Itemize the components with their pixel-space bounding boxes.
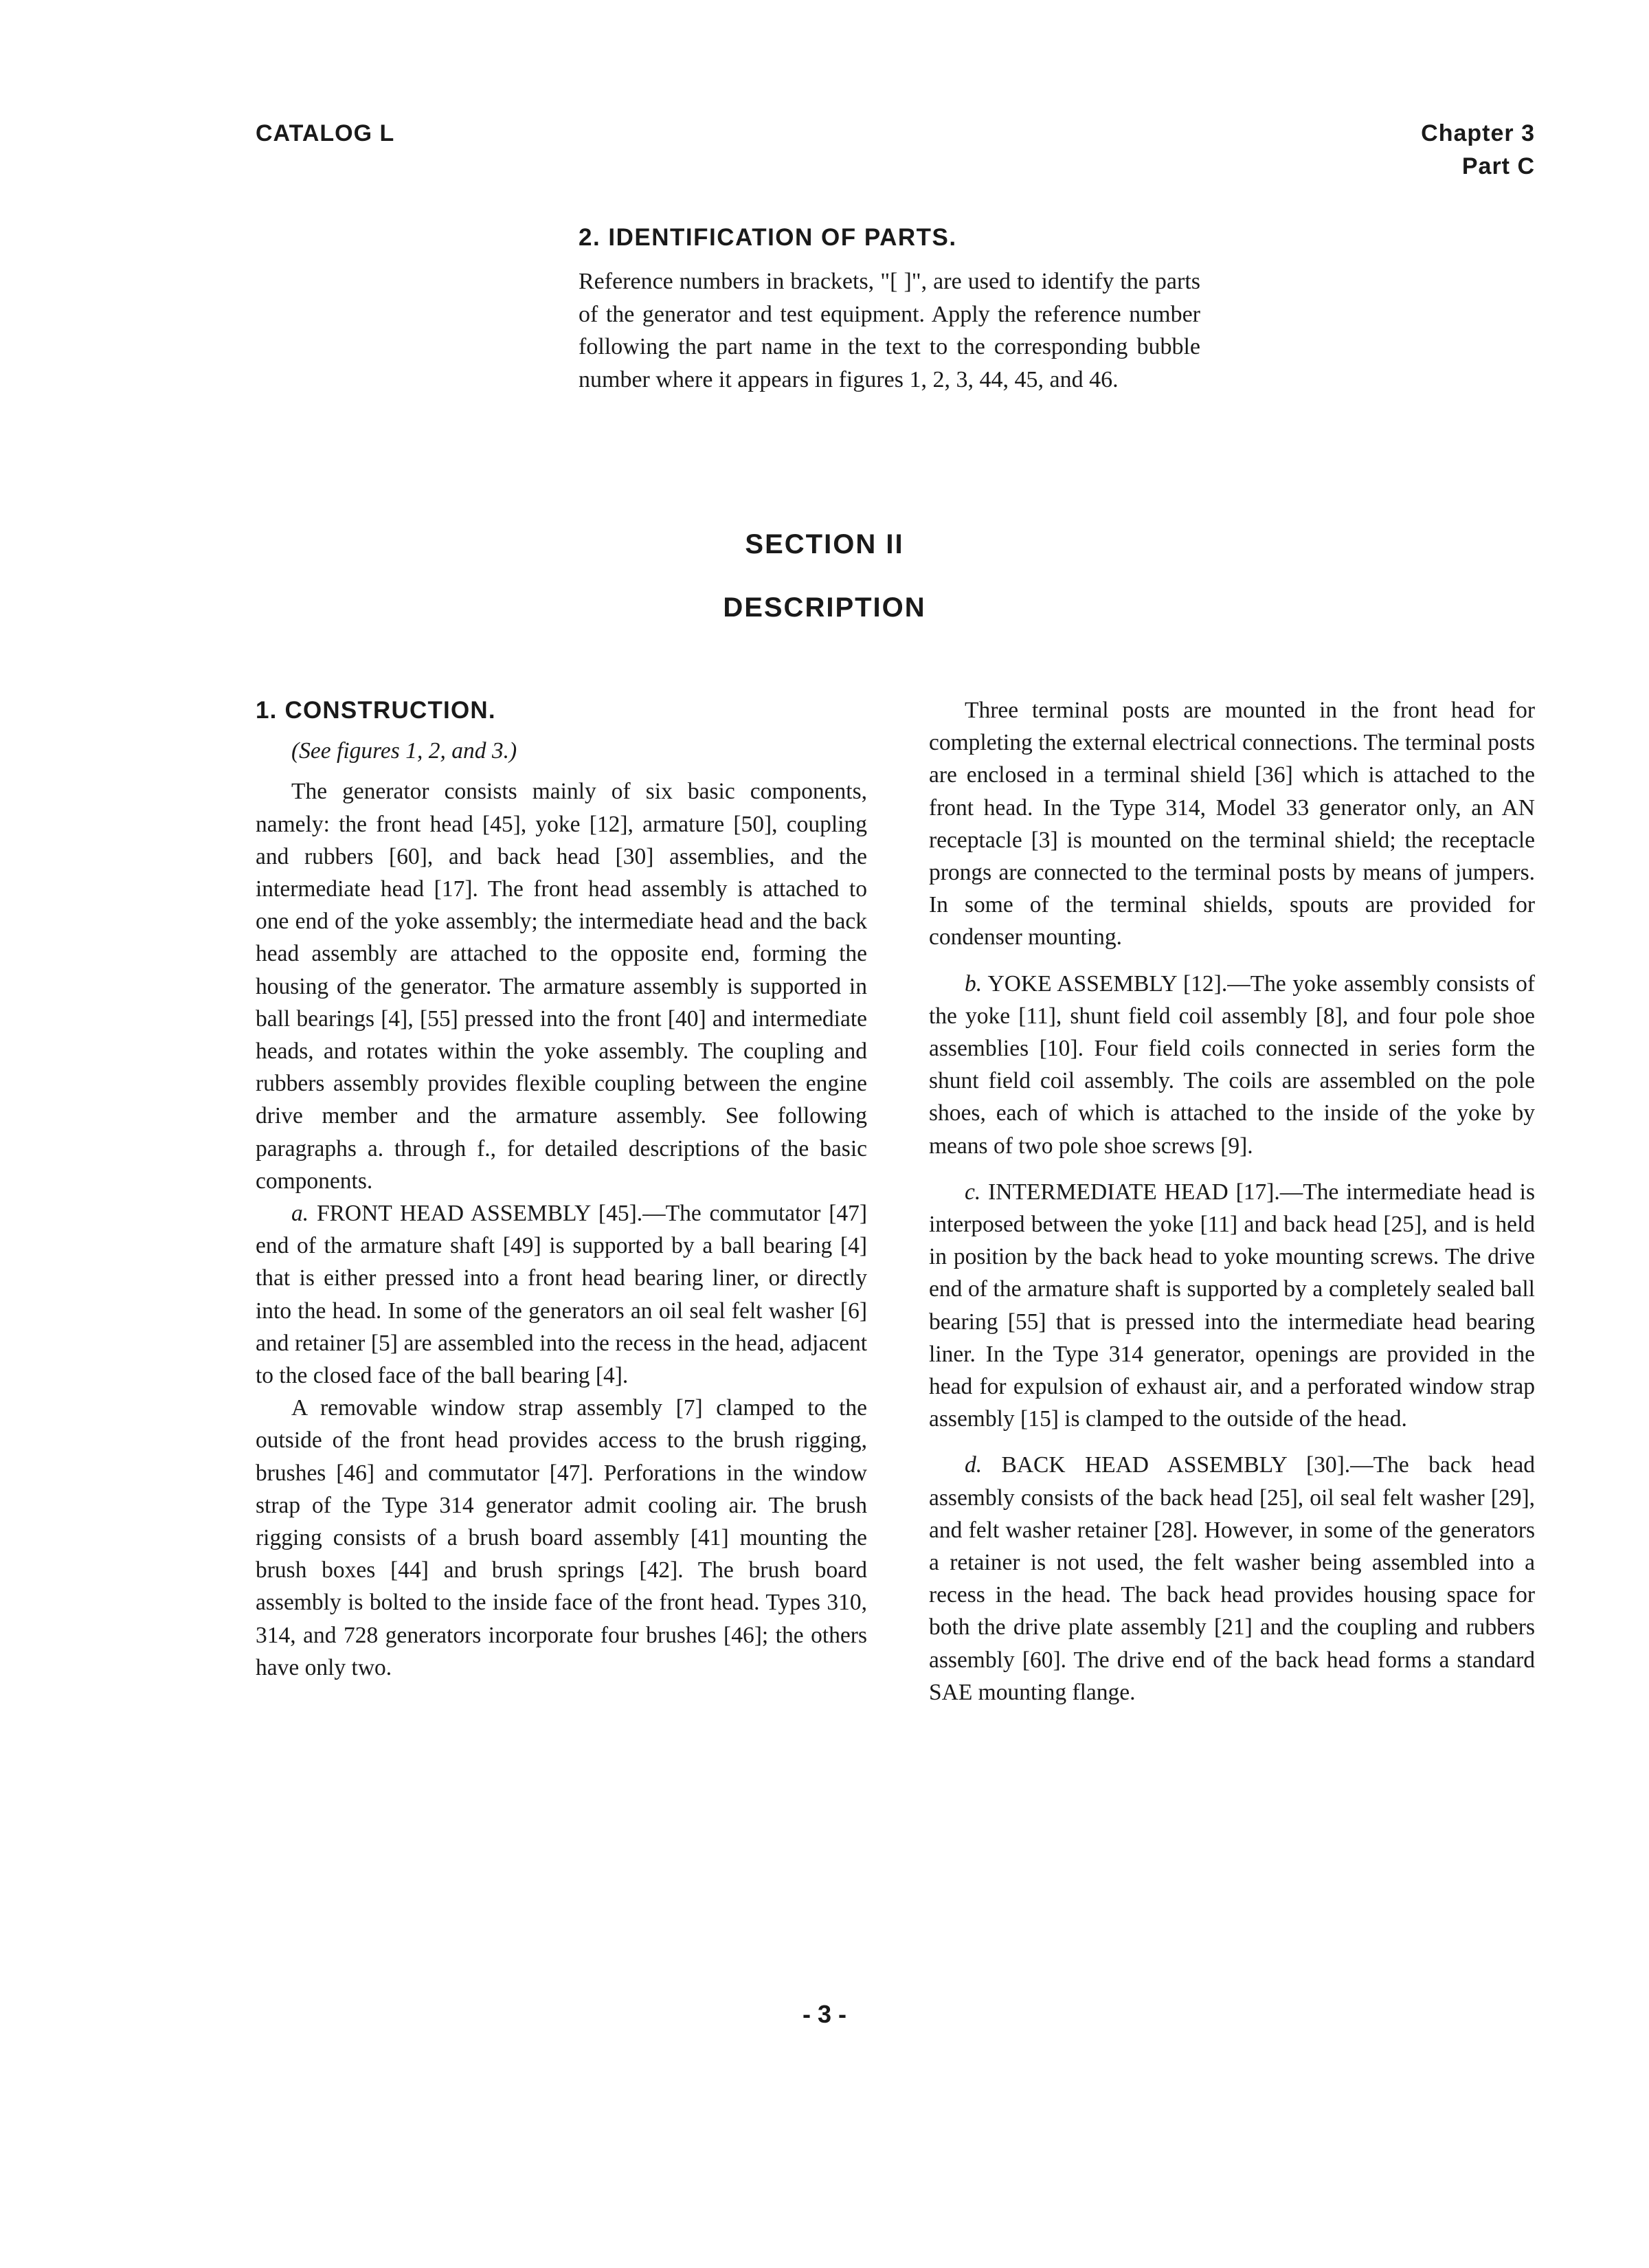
part-label: Part C <box>1461 153 1535 179</box>
chapter-header <box>1421 117 1535 183</box>
para-b-label: b. <box>965 970 983 997</box>
section-title: DESCRIPTION <box>723 592 926 623</box>
para-c-label: c. <box>965 1179 981 1205</box>
identification-heading: 2. IDENTIFICATION OF PARTS. <box>579 224 957 251</box>
page-number: - 3 - <box>802 2000 846 2028</box>
front-head-text: FRONT HEAD ASSEMBLY [45].—The commutator [47] end of the armature shaft [49] is supported by a ball bearing [4] that is either pressed into a front head bearing liner, or directly into the head. In some of the generators an oil seal felt washer [6] and retainer [5] are assembled into the recess in the head, adjacent to the closed face of the ball bearing [4]. <box>256 1201 868 1389</box>
terminal-posts-paragraph: Three terminal posts are mounted in the front head for completing the external electrical connections. The terminal posts are enclosed in a terminal shield [36] which is attached to the front head. In the Type 314, Model 33 generator only, an AN receptacle [3] is mounted on the terminal shield; the receptacle prongs are connected to the terminal posts by means of jumpers. In some of the terminal shields, spouts are provided for condenser mounting. <box>929 698 1535 950</box>
yoke-text: YOKE ASSEMBLY [12].—The yoke assembly consists of the yoke [11], shunt field coil assembly [8], and four pole shoe assemblies [10]. Four field coils connected in series form the shunt field coil assembly. The coils are assembled on the pole shoes, each of which is attached to the inside of the yoke by means of two pole shoe screws [9]. <box>929 970 1535 1159</box>
back-head-paragraph <box>929 1449 1535 1709</box>
yoke-paragraph <box>929 968 1535 1162</box>
catalog-header: CATALOG L <box>256 120 395 146</box>
figure-reference: (See figures 1, 2, and 3.) <box>291 738 517 764</box>
front-head-paragraph <box>256 1197 867 1392</box>
left-column <box>256 694 867 1684</box>
right-column <box>929 694 1535 1709</box>
para-a-label: a. <box>291 1201 309 1227</box>
identification-text: Reference numbers in brackets, "[ ]", are used to identify the parts of the generator and test equipment. Apply the reference number following the part name in the text to the corresponding bubble number where it appears in figures 1, 2, 3, 44, 45, and 46. <box>579 269 1200 392</box>
construction-heading: 1. CONSTRUCTION. <box>256 697 496 724</box>
window-strap-paragraph: A removable window strap assembly [7] clamped to the outside of the front head provides access to the brush rigging, brushes [46] and commutator [47]. Perforations in the window strap of the Type 314 generator admit cooling air. The brush rigging consists of a brush board assembly [41] mounting the brush boxes [44] and brush springs [42]. The brush board assembly is bolted to the inside face of the front head. Types 310, 314, and 728 generators incorporate four brushes [46]; the others have only two. <box>256 1395 867 1680</box>
construction-paragraph: The generator consists mainly of six basic components, namely: the front head [45], yoke [12], armature [50], coupling and rubbers [60], and back head [30] assemblies, and the intermediate head [17]. The front head assembly is attached to one end of the yoke assembly; the intermediate head and the back head assembly are attached to the opposite end, forming the housing of the generator. The armature assembly is supported in ball bearings [4], [55] pressed into the front [40] and intermediate heads, and rotates within the yoke assembly. The coupling and rubbers assembly provides flexible coupling between the engine drive member and the armature assembly. See following paragraphs a. through f., for detailed descriptions of the basic components. <box>256 779 867 1194</box>
para-d-label: d. <box>965 1452 983 1478</box>
identification-block <box>579 224 1200 396</box>
section-number: SECTION II <box>745 529 904 559</box>
intermediate-head-text: INTERMEDIATE HEAD [17].—The intermediate head is interposed between the yoke [11] and back head [25], and is held in position by the back head to yoke mounting screws. The drive end of the armature shaft is supported by a completely sealed ball bearing [55] that is pressed into the intermediate head bearing liner. In the Type 314 generator, openings are provided in the head for expulsion of exhaust air, and a perforated window strap assembly [15] is clamped to the outside of the head. <box>929 1179 1536 1432</box>
chapter-label: Chapter 3 <box>1421 120 1535 146</box>
intermediate-head-paragraph <box>929 1176 1535 1436</box>
back-head-text: BACK HEAD ASSEMBLY [30].—The back head assembly consists of the back head [25], oil seal felt washer [29], and felt washer retainer [28]. However, in some of the generators a retainer is not used, the felt washer being assembled into a recess in the head. The back head provides housing space for both the drive plate assembly [21] and the coupling and rubbers assembly [60]. The drive end of the back head forms a standard SAE mounting flange. <box>929 1452 1535 1705</box>
